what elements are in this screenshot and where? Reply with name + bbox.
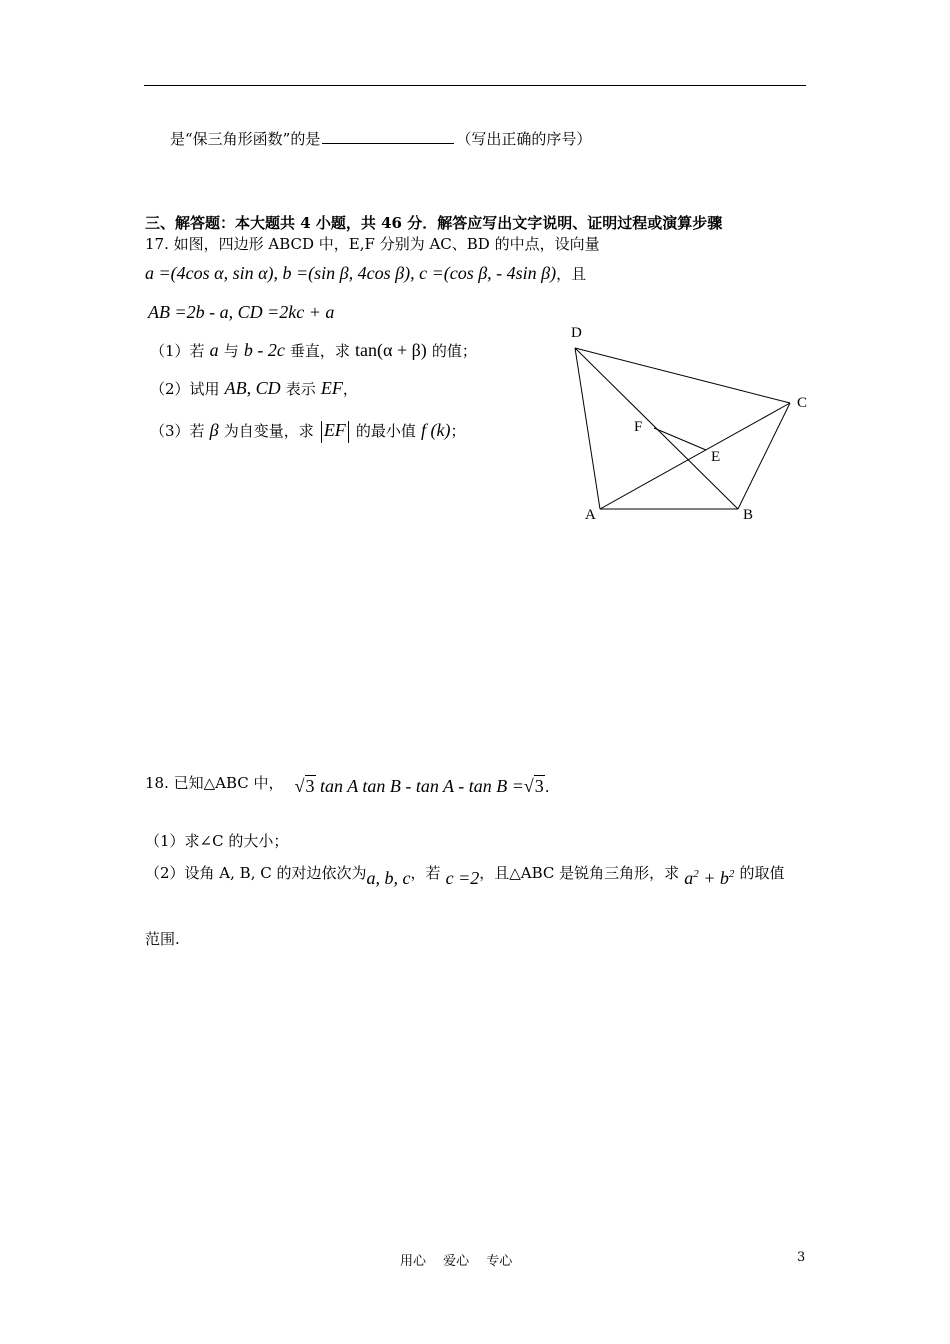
q18-part2-mid1: ，若 (410, 864, 441, 882)
q18-line1 (145, 772, 550, 797)
q17-line1: 17. 如图，四边形 ABCD 中，E,F 分别为 AC、BD 的中点，设向量 (145, 235, 600, 253)
sqrt-arg-left: 3 (305, 776, 315, 796)
part1-mid: 与 (223, 342, 239, 360)
q18-part2-post: 的取值 (739, 864, 785, 882)
q17-part2 (150, 378, 358, 399)
q18-a2-plus-b2: $a^2 + b^2$ (684, 868, 735, 888)
part1-pre: （1）若 (150, 342, 205, 360)
q17-part3 (150, 420, 466, 443)
part3-var-beta: β (209, 420, 219, 440)
label-c: C (797, 395, 808, 411)
part2-var-ef: EF (320, 378, 343, 398)
q18-part2-mid2: ，且△ABC 是锐角三角形，求 (479, 864, 680, 882)
sqrt-arg-right: 3 (534, 776, 544, 796)
diagonal-bd (575, 348, 738, 509)
answer-blank (322, 129, 454, 144)
label-d: D (571, 325, 582, 341)
part2-expr: AB, CD (224, 378, 281, 398)
edge-dc (575, 348, 790, 403)
sup-b: 2 (728, 868, 735, 880)
intro-pre: 是“保三角形函数”的是 (170, 130, 321, 148)
part1-post1: 垂直，求 (289, 342, 350, 360)
part3-func: f (k) (421, 420, 451, 440)
part3-post2: ； (450, 422, 466, 440)
diagonal-ac (600, 403, 790, 509)
part3-mid: 为自变量，求 (223, 422, 314, 440)
intro-post: （写出正确的序号） (456, 130, 592, 148)
q18-part2-vars: a, b, c (366, 868, 411, 888)
part3-post1: 的最小值 (355, 422, 416, 440)
footer-motto: 用心 爱心 专心 (400, 1254, 513, 1269)
q18-part1: （1）求∠C 的大小； (145, 832, 289, 850)
label-e: E (711, 449, 721, 465)
page-number: 3 (797, 1250, 806, 1265)
q17-vectors (145, 263, 586, 284)
part3-abs-expr: EF (323, 420, 346, 440)
part2-post: ， (342, 380, 358, 398)
intro-line (170, 128, 591, 149)
q18-part2-cont: 范围. (145, 930, 180, 948)
var-a: a (684, 868, 694, 888)
sup-a: 2 (693, 868, 699, 880)
var-b: b (719, 868, 729, 888)
part3-pre: （3）若 (150, 422, 205, 440)
q18-part2 (145, 862, 785, 889)
section3-heading: 三、解答题：本大题共 4 小题，共 46 分．解答应写出文字说明、证明过程或演算步骤 (145, 214, 723, 232)
formula-mid: tan A tan B - tan A - tan B = (320, 776, 524, 796)
header-rule (144, 85, 806, 86)
quadrilateral-figure (560, 318, 820, 528)
q18-formula: √3 tan A tan B - tan A - tan B =√3 (294, 776, 544, 796)
edge-ad (575, 348, 600, 509)
part2-pre: （2）试用 (150, 380, 220, 398)
q18-part2-c-eq: c =2 (445, 868, 480, 888)
part1-tan-expr: tan(α + β) (355, 340, 427, 360)
edge-cb (738, 403, 790, 509)
q18-part2-pre: （2）设角 A, B, C 的对边依次为 (145, 864, 367, 882)
part2-mid: 表示 (285, 380, 316, 398)
formula-end: . (544, 778, 550, 796)
segment-fe (654, 428, 706, 450)
abs-bar-left (321, 421, 322, 443)
ab-cd-formula: AB =2b - a, CD =2kc + a (148, 302, 335, 322)
part1-post2: 的值； (431, 342, 477, 360)
q17-part1 (150, 340, 477, 361)
label-b: B (743, 507, 754, 523)
label-a: A (585, 507, 596, 523)
abs-bar-right (348, 421, 349, 443)
part1-expr: b - 2c (243, 340, 285, 360)
vectors-suffix: ，且 (556, 265, 587, 283)
label-f: F (634, 419, 643, 435)
vectors-formula: a =(4cos α, sin α), b =(sin β, 4cos β), c =(cos β, - 4sin β) (145, 263, 557, 283)
q18-line1-pre: 18. 已知△ABC 中， (145, 774, 284, 792)
part1-var-a: a (209, 340, 219, 360)
